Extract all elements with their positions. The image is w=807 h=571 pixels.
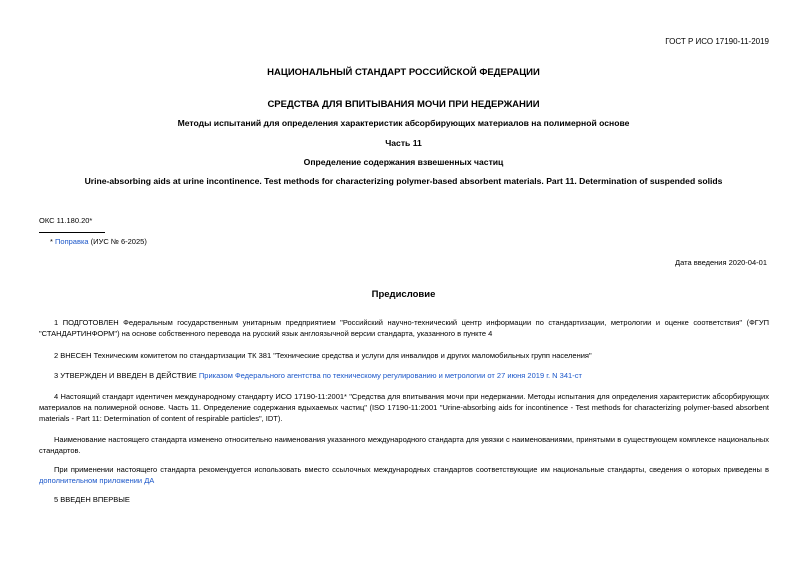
gost-code: ГОСТ Р ИСО 17190-11-2019: [665, 37, 769, 46]
preface-paragraph-7: 5 ВВЕДЕН ВПЕРВЫЕ: [54, 495, 130, 504]
footnote-marker: *: [50, 237, 56, 246]
introduction-date: Дата введения 2020-04-01: [675, 258, 767, 267]
document-title: СРЕДСТВА ДЛЯ ВПИТЫВАНИЯ МОЧИ ПРИ НЕДЕРЖАНИИ: [267, 99, 540, 110]
footnote-text: (ИУС № 6-2025): [88, 237, 147, 246]
footnote-divider: [39, 232, 105, 233]
preface-paragraph-3: 3 УТВЕРЖДЕН И ВВЕДЕН В ДЕЙСТВИЕ Приказом Федерального агентства по техническому регулированию и метрологии от 27 июня 2019 г. N 341-ст: [54, 371, 582, 380]
preface-paragraph-4: 4 Настоящий стандарт идентичен международному стандарту ИСО 17190-11:2001* "Средства для впитывания мочи при недержании. Методы испытания для определения характеристик абсорбирующих материалов на полимерной основе. Часть 11. Определение содержания вдыхаемых частиц" (ISO 17190-11:2001 "Urine-absorbing aids for incontinence - Test methods for characterizing polymer-based absorbent materials - Part 11: Determination of content of respirable particles", IDT).: [39, 392, 769, 423]
part-title: Определение содержания взвешенных частиц: [303, 157, 504, 167]
preface-paragraph-2: 2 ВНЕСЕН Техническим комитетом по стандартизации ТК 381 "Технические средства и услуги для инвалидов и других маломобильных групп населения": [54, 351, 592, 360]
order-link[interactable]: Приказом Федерального агентства по техническому регулированию и метрологии от 27 июня 2019 г. N 341-ст: [198, 371, 582, 380]
amendment-link[interactable]: Поправка: [55, 237, 89, 246]
preface-paragraph-6: При применении настоящего стандарта рекомендуется использовать вместо ссылочных международных стандартов соответствующие им национальные стандарты, сведения о которых приведены в дополнительном приложении ДА: [39, 465, 769, 485]
preface-paragraph-1: 1 ПОДГОТОВЛЕН Федеральным государственным унитарным предприятием "Российский научно-технический центр информации по стандартизации, метрологии и оценке соответствия" (ФГУП "СТАНДАРТИНФОРМ") на основе собственного перевода на русский язык англоязычной версии стандарта, указанного в пункте 4: [39, 318, 769, 338]
part-number: Часть 11: [385, 138, 422, 148]
preface-paragraph-5: Наименование настоящего стандарта изменено относительно наименования указанного международного стандарта для увязки с наименованиями, принятыми в существующем комплексе национальных стандартов.: [39, 435, 769, 455]
national-standard-heading: НАЦИОНАЛЬНЫЙ СТАНДАРТ РОССИЙСКОЙ ФЕДЕРАЦИИ: [267, 67, 540, 78]
oks-code: ОКС 11.180.20*: [39, 216, 93, 225]
english-title: Urine-absorbing aids at urine incontinence. Test methods for characterizing polymer-based absorbent materials. Part 11. Determination of suspended solids: [84, 176, 723, 186]
footnote: [50, 237, 147, 246]
preface-heading: Предисловие: [371, 289, 436, 300]
document-subtitle: Методы испытаний для определения характеристик абсорбирующих материалов на полимерной основе: [177, 118, 630, 128]
appendix-link[interactable]: дополнительном приложении ДА: [39, 476, 155, 485]
